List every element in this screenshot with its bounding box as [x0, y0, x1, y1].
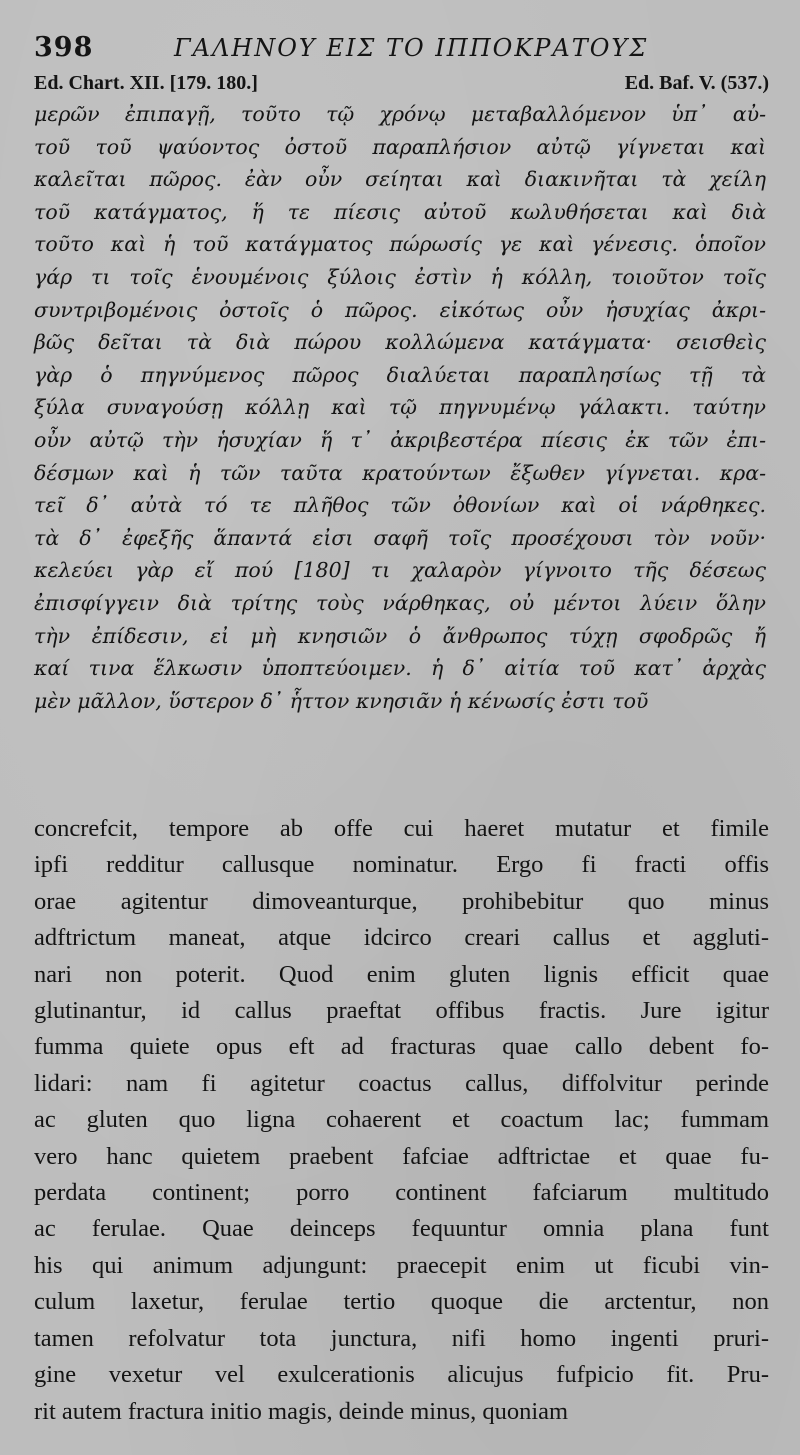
latin-line: glutinantur, id callus praeftat offibus fractis. Jure igitur	[34, 997, 769, 1025]
greek-line: ἐπισφίγγειν διὰ τρίτης τοὺς νάρθηκας, οὐ μέντοι λύειν ὅλην	[34, 590, 766, 615]
latin-line: gine vexetur vel exulcerationis alicujus fufpicio fit. Pru-	[34, 1361, 769, 1389]
page-number: 398	[34, 32, 94, 63]
greek-text-block	[34, 98, 766, 717]
greek-line: γὰρ ὁ πηγνύμενος πῶρος διαλύεται παραπλησίως τῇ τὰ	[34, 362, 766, 387]
latin-line: fumma quiete opus eft ad fracturas quae callo debent fo-	[34, 1033, 769, 1061]
greek-line: καλεῖται πῶρος. ἐὰν οὖν σείηται καὶ διακινῆται τὰ χείλη	[34, 167, 766, 192]
latin-line: his qui animum adjungunt: praecepit enim ut ficubi vin-	[34, 1251, 769, 1279]
latin-line: tamen refolvatur tota junctura, nifi homo ingenti pruri-	[34, 1324, 769, 1352]
latin-line: ipfi redditur callusque nominatur. Ergo fi fracti offis	[34, 851, 769, 879]
latin-line: adftrictum maneat, atque idcirco creari callus et aggluti-	[34, 924, 769, 952]
greek-line: κελεύει γὰρ εἴ πού [180] τι χαλαρὸν γίγνοιτο τῆς δέσεως	[34, 558, 766, 583]
latin-line: lidari: nam fi agitetur coactus callus, diffolvitur perinde	[34, 1069, 769, 1097]
latin-line: rit autem fractura initio magis, deinde minus, quoniam	[34, 1397, 569, 1425]
greek-line: συντριβομένοις ὀστοῖς ὁ πῶρος. εἰκότως οὖν ἡσυχίας ἀκρι-	[34, 297, 766, 322]
greek-line: μερῶν ἐπιπαγῇ, τοῦτο τῷ χρόνῳ μεταβαλλόμενον ὑπ᾽ αὐ-	[34, 102, 766, 126]
greek-line: τὴν ἐπίδεσιν, εἰ μὴ κνησιῶν ὁ ἄνθρωπος τύχῃ σφοδρῶς ἤ	[34, 623, 766, 648]
greek-line: βῶς δεῖται τὰ διὰ πώρου κολλώμενα κατάγματα· σεισθεὶς	[34, 330, 766, 355]
greek-line: μὲν μᾶλλον, ὕστερον δ᾽ ἧττον κνησιᾶν ἡ κένωσίς ἐστι τοῦ	[34, 688, 649, 713]
greek-line: τεῖ δ᾽ αὐτὰ τό τε πλῆθος τῶν ὀθονίων καὶ οἱ νάρθηκες.	[34, 493, 766, 518]
greek-line: καί τινα ἕλκωσιν ὑποπτεύοιμεν. ἡ δ᾽ αἰτία τοῦ κατ᾽ ἀρχὰς	[34, 656, 766, 681]
running-header	[34, 26, 774, 68]
latin-line: ac ferulae. Quae deinceps fequuntur omnia plana funt	[34, 1215, 769, 1243]
edition-reference-chart: Ed. Chart. XII. [179. 180.]	[34, 72, 258, 94]
greek-line: τοῦ τοῦ ψαύοντος ὀστοῦ παραπλήσιον αὐτῷ γίγνεται καὶ	[34, 134, 766, 159]
greek-line: ξύλα συναγούσῃ κόλλῃ καὶ τῷ πηγνυμένῳ γάλακτι. ταύτην	[34, 395, 766, 420]
greek-line: οὖν αὐτῷ τὴν ἡσυχίαν ἥ τ᾽ ἀκριβεστέρα πίεσις ἐκ τῶν ἐπι-	[34, 427, 766, 452]
latin-line: concrefcit, tempore ab offe cui haeret mutatur et fimile	[34, 815, 769, 842]
greek-line: τοῦ κατάγματος, ἥ τε πίεσις αὐτοῦ κωλυθήσεται καὶ διὰ	[34, 199, 766, 224]
latin-line: culum laxetur, ferulae tertio quoque die arctentur, non	[34, 1288, 769, 1316]
latin-line: orae agitentur dimoveanturque, prohibebitur quo minus	[34, 887, 769, 915]
latin-line: vero hanc quietem praebent fafciae adftrictae et quae fu-	[34, 1142, 769, 1170]
greek-line: τὰ δ᾽ ἐφεξῆς ἅπαντά εἰσι σαφῆ τοῖς προσέχουσι τὸν νοῦν·	[34, 525, 766, 550]
running-title: ΓΑΛΗΝΟΥ ΕΙΣ ΤΟ ΙΠΠΟΚΡΑΤΟΥΣ	[174, 34, 649, 62]
edition-reference-basel: Ed. Baf. V. (537.)	[624, 72, 769, 94]
latin-text-block	[34, 811, 769, 1430]
greek-line: δέσμων καὶ ἡ τῶν ταῦτα κρατούντων ἔξωθεν γίγνεται. κρα-	[34, 460, 766, 485]
latin-line: nari non poterit. Quod enim gluten lignis efficit quae	[34, 960, 769, 988]
latin-line: perdata continent; porro continent fafciarum multitudo	[34, 1179, 769, 1207]
latin-line: ac gluten quo ligna cohaerent et coactum lac; fummam	[34, 1106, 769, 1134]
greek-line: γάρ τι τοῖς ἑνουμένοις ξύλοις ἐστὶν ἡ κόλλη, τοιοῦτον τοῖς	[34, 264, 766, 289]
greek-line: τοῦτο καὶ ἡ τοῦ κατάγματος πώρωσίς γε καὶ γένεσις. ὁποῖον	[34, 232, 766, 257]
